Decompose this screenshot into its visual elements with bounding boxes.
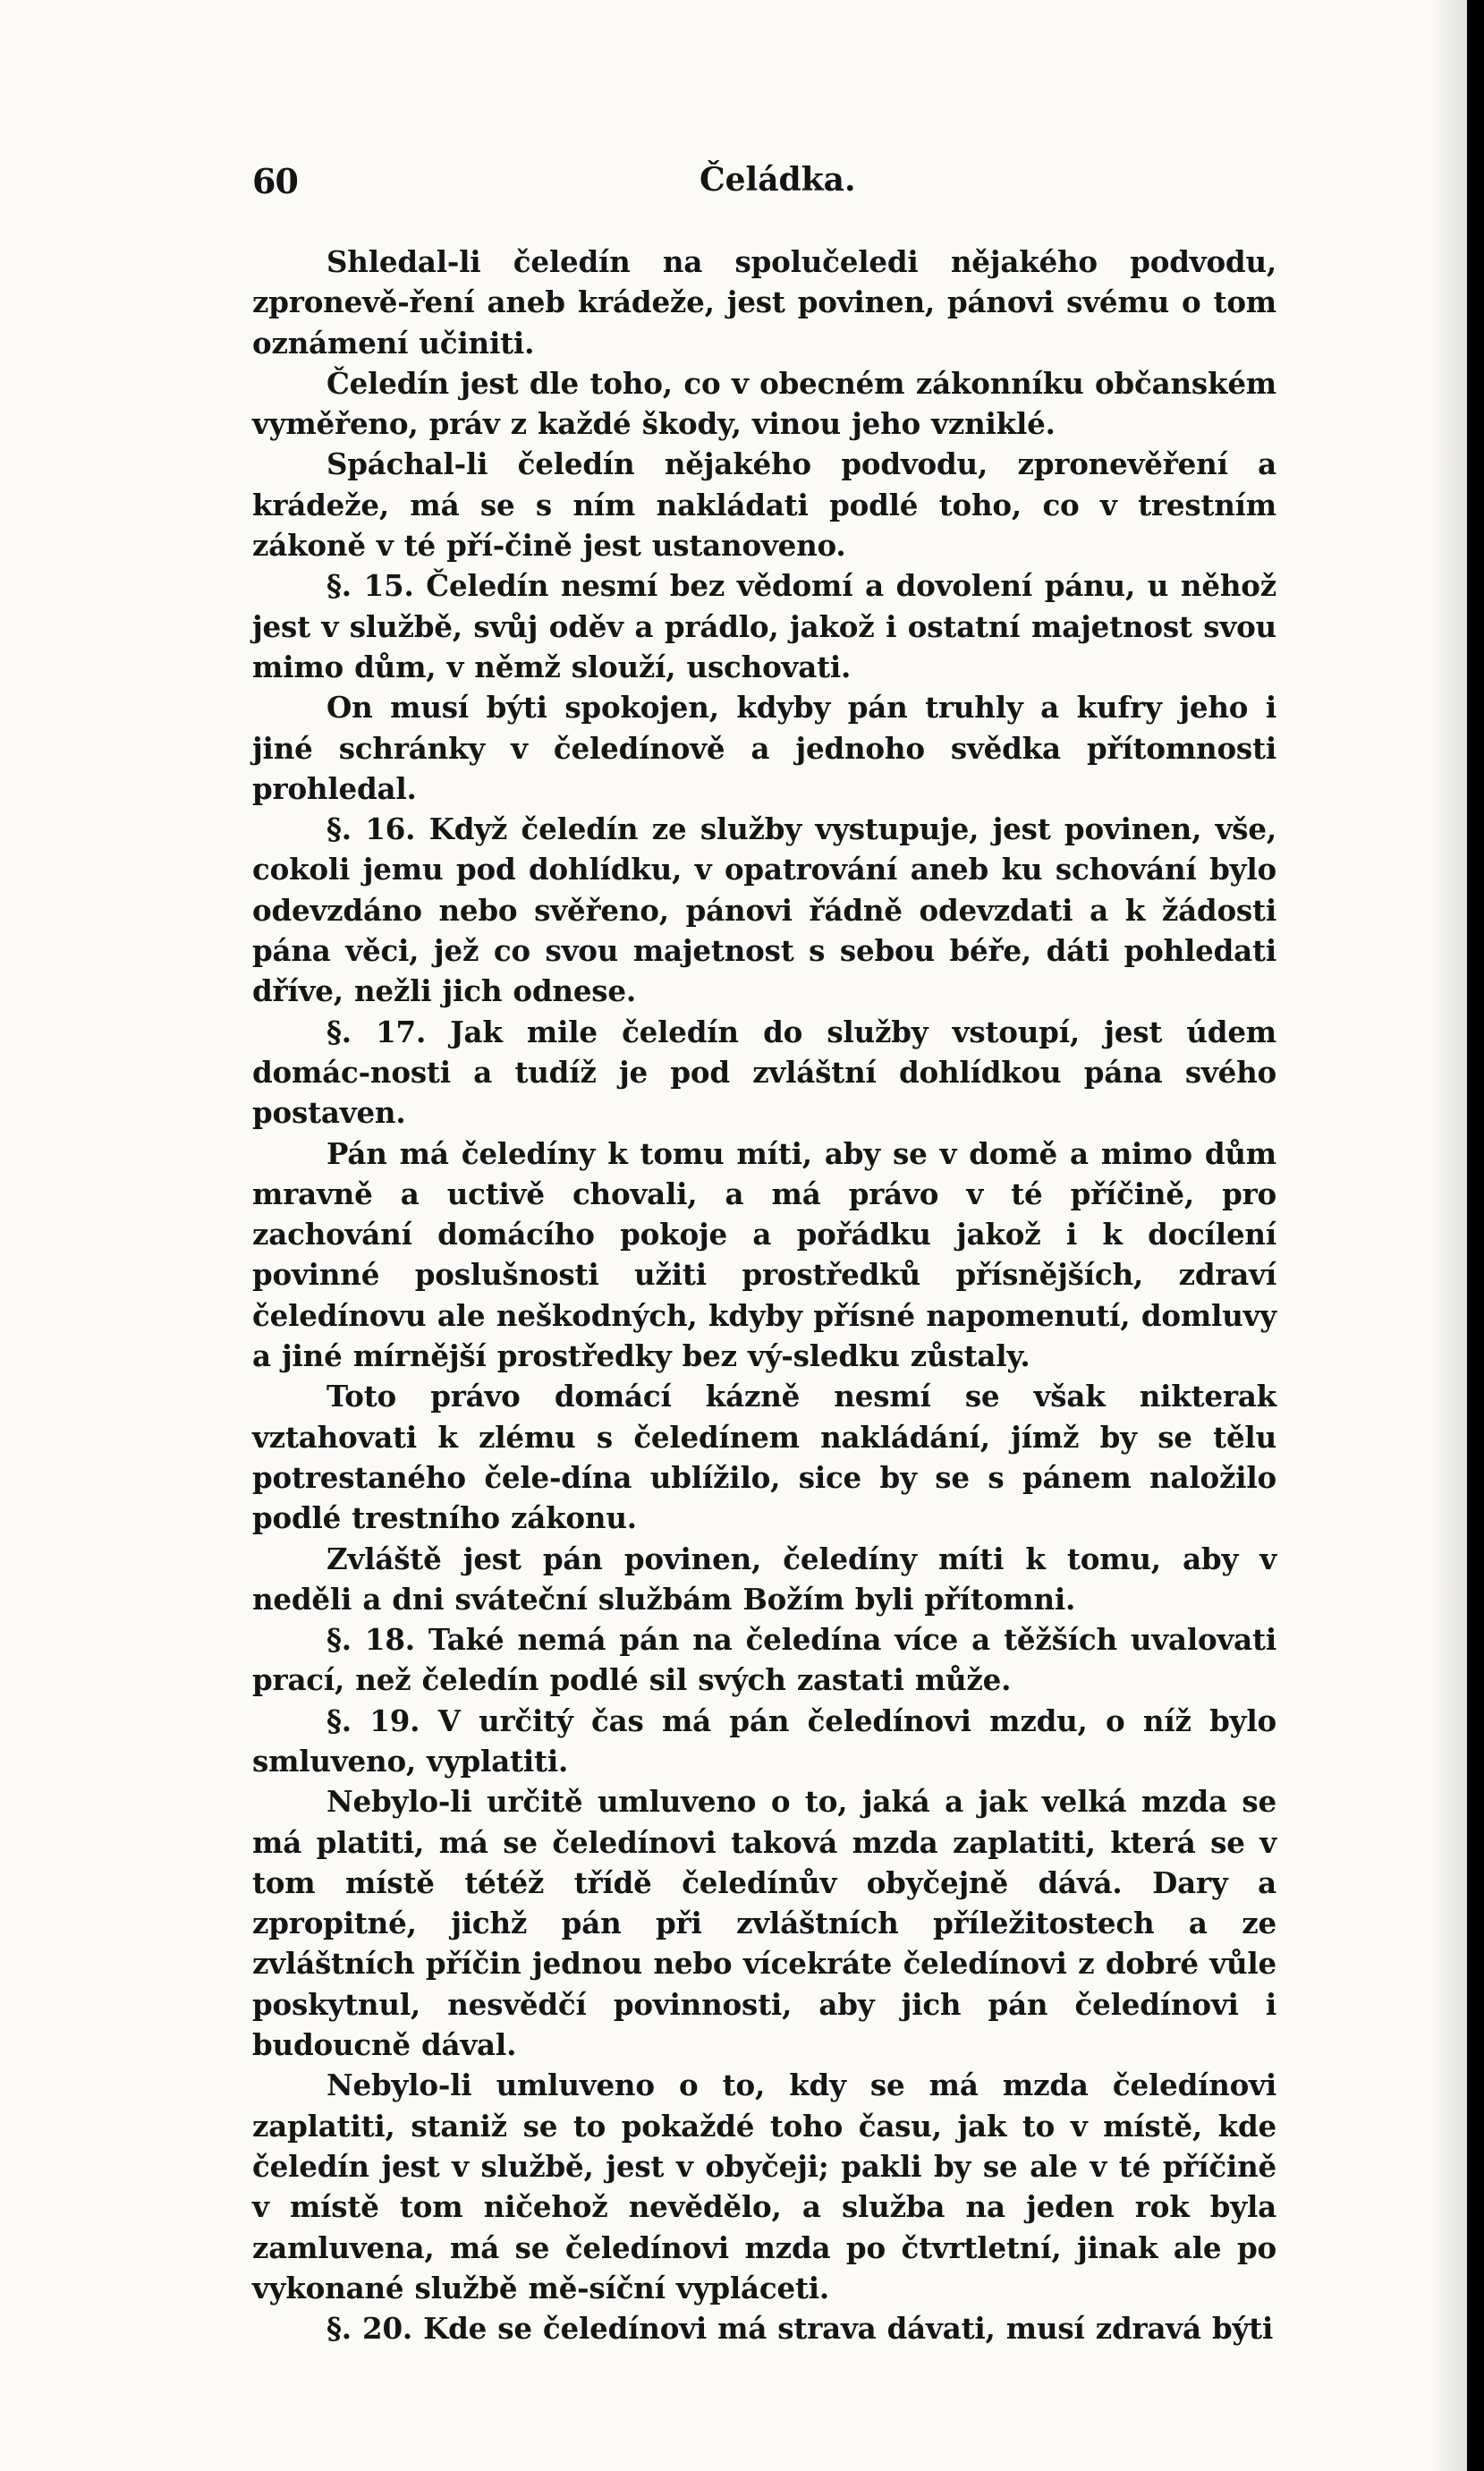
paragraph: Spáchal-li čeledín nějakého podvodu, zpronevěření a krádeže, má se s ním nakládati podlé toho, co v trestním zákoně v té pří-čině jest ustanoveno. — [252, 446, 1276, 564]
paragraph: §. 15. Čeledín nesmí bez vědomí a dovolení pánu, u něhož jest v službě, svůj oděv a prádlo, jakož i ostatní majetnost svou mimo dům, v němž slouží, uschovati. — [252, 568, 1276, 684]
paragraph: Nebylo-li určitě umluveno o to, jaká a jak velká mzda se má platiti, má se čeledínovi taková mzda zaplatiti, která se v tom místě tétéž třídě čeledínův obyčejně dává. Dary a zpropitné, jichž pán při zvláštních příležitostech a ze zvláštních příčin jednou nebo vícekráte čeledínovi z dobré vůle poskytnul, nesvědčí povinnosti, aby jich pán čeledínovi i budoucně dával. — [252, 1784, 1276, 2063]
paragraph: Čeledín jest dle toho, co v obecném zákonníku občanském vyměřeno, práv z každé škody, vinou jeho vzniklé. — [252, 365, 1276, 442]
paragraph: Pán má čeledíny k tomu míti, aby se v domě a mimo dům mravně a uctivě chovali, a má právo v té příčině, pro zachování domácího pokoje a pořádku jakož i k docílení povinné poslušnosti užiti prostředků přísnějších, zdraví čeledínovu ale neškodných, kdyby přísné napomenutí, domluvy a jiné mírnější prostředky bez vý-sledku zůstaly. — [252, 1135, 1276, 1374]
paragraph: §. 16. Když čeledín ze služby vystupuje, jest povinen, vše, cokoli jemu pod dohlídku, v opatrování aneb ku schování bylo odevzdáno nebo svěřeno, pánovi řádně odevzdati a k žádosti pána věci, jež co svou majetnost s sebou béře, dáti pohledati dříve, nežli jich odnese. — [252, 811, 1276, 1009]
page-header — [252, 161, 1276, 215]
paragraph: §. 17. Jak mile čeledín do služby vstoupí, jest údem domác-nosti a tudíž je pod zvláštní dohlídkou pána svého postaven. — [252, 1014, 1276, 1131]
paragraph: Nebylo-li umluveno o to, kdy se má mzda čeledínovi zaplatiti, staniž se to pokaždé toho času, jak to v místě, kde čeledín jest v službě, jest v obyčeji; pakli by se ale v té příčině v místě tom ničehož nevědělo, a služba na jeden rok byla zamluvena, má se čeledínovi mzda po čtvrtletní, jinak ale po vykonané službě mě-síční vypláceti. — [252, 2068, 1276, 2305]
paragraph: §. 20. Kde se čeledínovi má strava dávati, musí zdravá býti — [326, 2311, 1274, 2347]
paragraph: §. 18. Také nemá pán na čeledína více a těžších uvalovati prací, než čeledín podlé sil svých zastati může. — [252, 1622, 1276, 1698]
page-edge-shadow — [1431, 0, 1467, 2471]
running-title: Čeládka. — [700, 161, 856, 199]
page-number: 60 — [252, 161, 298, 201]
paragraph: On musí býti spokojen, kdyby pán truhly a kufry jeho i jiné schránky v čeledínově a jednoho svědka přítomnosti prohledal. — [252, 690, 1276, 806]
body-text — [252, 242, 1276, 2348]
paragraph: Zvláště jest pán povinen, čeledíny míti k tomu, aby v neděli a dni sváteční službám Božím byli přítomni. — [252, 1541, 1276, 1617]
paragraph: §. 19. V určitý čas má pán čeledínovi mzdu, o níž bylo smluveno, vyplatiti. — [252, 1703, 1276, 1779]
paragraph: Shledal-li čeledín na spolučeledi nějakého podvodu, zpronevě-ření aneb krádeže, jest povinen, pánovi svému o tom oznámení učiniti. — [252, 244, 1276, 361]
paragraph: Toto právo domácí kázně nesmí se však nikterak vztahovati k zlému s čeledínem nakládání, jímž by se tělu potrestaného čele-dína ublížilo, sice by se s pánem naložilo podlé trestního zákonu. — [252, 1379, 1276, 1536]
